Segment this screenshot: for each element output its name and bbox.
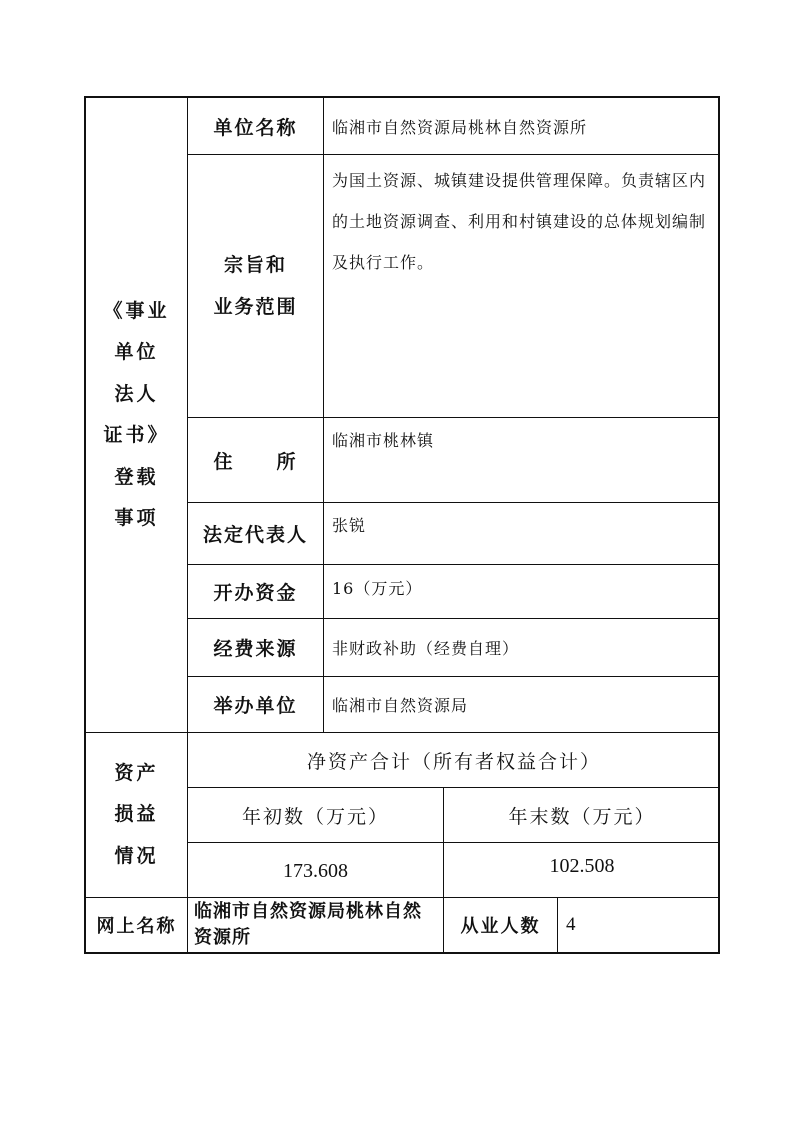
end-value: 102.508	[549, 854, 615, 877]
capital-label: 开办资金	[213, 582, 298, 604]
column-divider	[323, 96, 324, 732]
purpose-value: 为国土资源、城镇建设提供管理保障。负责辖区内的土地资源调查、利用和村镇建设的总体规划编制及执行工作。	[332, 171, 707, 272]
end-label: 年末数（万元）	[508, 805, 656, 828]
registration-heading-text	[103, 291, 169, 540]
registration-heading-line: 登载	[114, 465, 159, 488]
registration-heading-line: 事项	[114, 507, 159, 529]
begin-value: 173.608	[283, 859, 348, 882]
column-divider	[557, 897, 558, 954]
funding-label: 经费来源	[213, 638, 298, 660]
assets-heading-line: 情况	[114, 844, 159, 867]
assets-heading-text	[114, 753, 158, 878]
registration-heading	[86, 98, 187, 732]
assets-heading-line: 损益	[114, 803, 159, 826]
purpose-label-line: 宗旨和	[223, 253, 287, 276]
net-assets-title: 净资产合计（所有者权益合计）	[306, 750, 601, 773]
online-name-value: 临湘市自然资源局桃林自然资源所	[194, 901, 422, 948]
registration-heading-line: 法人	[114, 382, 159, 405]
address-value: 临湘市桃林镇	[332, 431, 435, 450]
unit-name-value: 临湘市自然资源局桃林自然资源所	[332, 117, 588, 137]
registration-heading-line: 单位	[114, 341, 159, 363]
legal-rep-label: 法定代表人	[202, 524, 308, 546]
staff-value: 4	[566, 914, 576, 935]
unit-name-label: 单位名称	[213, 116, 298, 139]
online-name-label: 网上名称	[96, 916, 177, 937]
begin-label: 年初数（万元）	[241, 805, 389, 828]
purpose-label	[188, 154, 323, 417]
assets-heading-line: 资产	[114, 761, 159, 784]
sponsor-label: 举办单位	[213, 695, 298, 717]
sponsor-value: 临湘市自然资源局	[332, 696, 469, 715]
staff-label: 从业人数	[460, 916, 541, 937]
registration-heading-line: 证书》	[103, 424, 170, 446]
legal-rep-value: 张锐	[332, 516, 367, 535]
funding-value: 非财政补助（经费自理）	[332, 639, 520, 658]
purpose-label-line: 业务范围	[213, 295, 298, 318]
assets-heading	[86, 733, 187, 897]
registration-heading-line: 《事业	[103, 299, 170, 322]
capital-value: 16（万元）	[332, 578, 423, 598]
address-label: 住 所	[213, 450, 298, 473]
